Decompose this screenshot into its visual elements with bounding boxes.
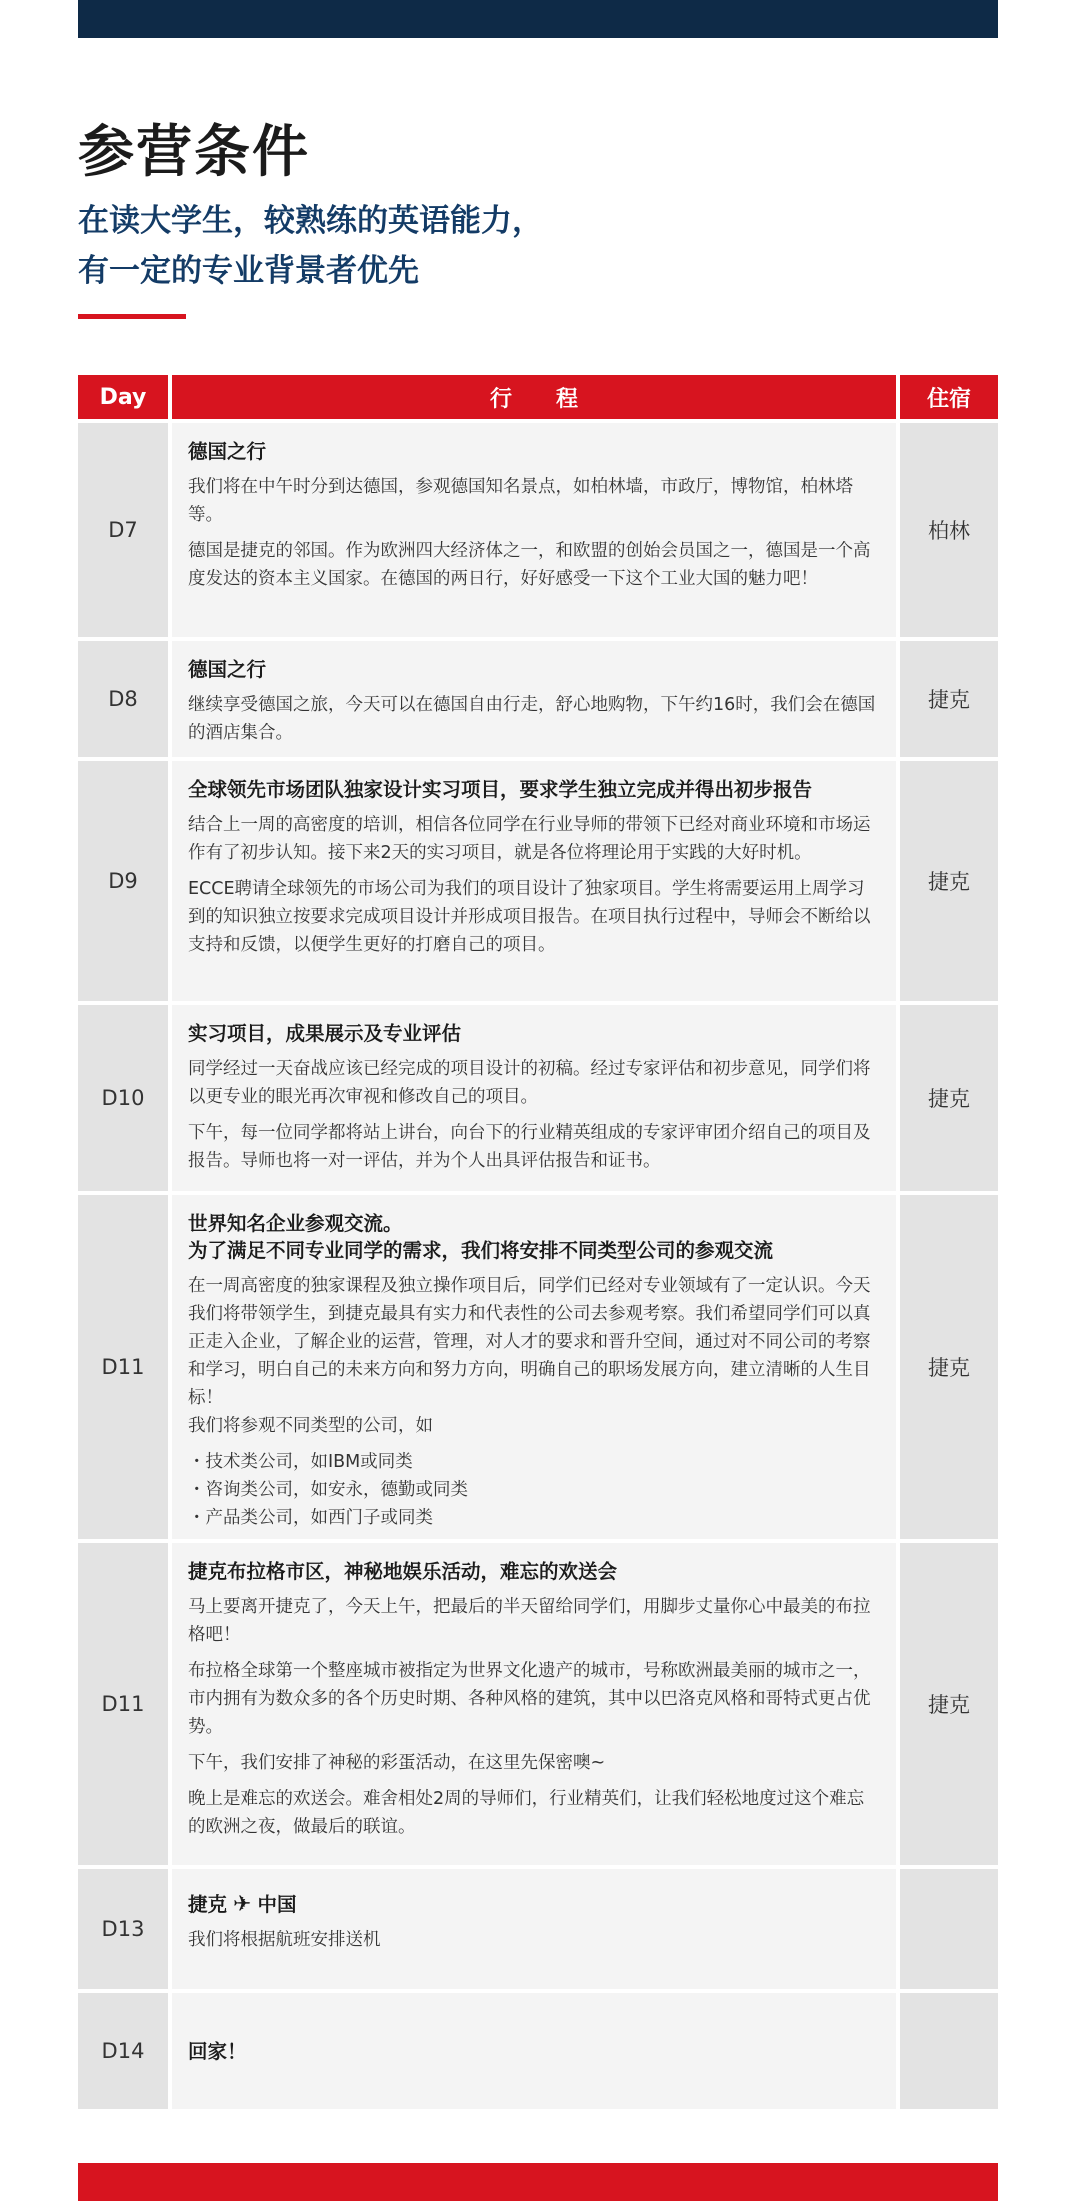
row-stay [900, 1993, 998, 2109]
row-title [188, 1210, 880, 1264]
page-title: 参营条件 [78, 120, 310, 185]
row-day: D9 [78, 761, 168, 1001]
table-row [78, 1543, 998, 1865]
row-title [188, 1891, 880, 1918]
route-from: 捷克 [188, 1893, 228, 1916]
row-content [172, 641, 896, 757]
row-content [172, 761, 896, 1001]
row-title: 全球领先市场团队独家设计实习项目，要求学生独立完成并得出初步报告 [188, 778, 813, 801]
row-day: D11 [78, 1195, 168, 1539]
row-stay: 柏林 [900, 423, 998, 637]
row-content [172, 1993, 896, 2109]
subtitle-line-1: 在读大学生，较熟练的英语能力， [78, 203, 543, 239]
row-paragraph: 结合上一周的高密度的培训，相信各位同学在行业导师的带领下已经对商业环境和市场运作有了初步认知。接下来2天的实习项目，就是各位将理论用于实践的大好时机。 [188, 815, 871, 863]
row-day: D10 [78, 1005, 168, 1191]
table-row [78, 1005, 998, 1191]
row-title: 回家！ [188, 2040, 247, 2063]
bullet-list [188, 1448, 880, 1532]
row-stay: 捷克 [900, 1005, 998, 1191]
row-title: 捷克布拉格市区，神秘地娱乐活动，难忘的欢送会 [188, 1560, 618, 1583]
row-stay: 捷克 [900, 641, 998, 757]
row-stay: 捷克 [900, 761, 998, 1001]
row-title: 德国之行 [188, 658, 267, 681]
row-stay [900, 1869, 998, 1989]
table-row [78, 423, 998, 637]
row-content [172, 423, 896, 637]
page-subtitle [78, 196, 543, 296]
row-paragraph: 马上要离开捷克了，今天上午，把最后的半天留给同学们，用脚步丈量你心中最美的布拉格吧！ [188, 1597, 871, 1645]
subtitle-line-2: 有一定的专业背景者优先 [78, 253, 419, 289]
bottom-decorative-bar [78, 2163, 998, 2201]
row-day: D11 [78, 1543, 168, 1865]
row-content [172, 1195, 896, 1539]
row-paragraph: ECCE聘请全球领先的市场公司为我们的项目设计了独家项目。学生将需要运用上周学习到的知识独立按要求完成项目设计并形成项目报告。在项目执行过程中，导师会不断给以支持和反馈，以便学生更好的打磨自己的项目。 [188, 879, 871, 955]
row-paragraph: 同学经过一天奋战应该已经完成的项目设计的初稿。经过专家评估和初步意见，同学们将以更专业的眼光再次审视和修改自己的项目。 [188, 1059, 871, 1107]
row-title: 德国之行 [188, 440, 267, 463]
table-row [78, 761, 998, 1001]
row-paragraph: 下午，每一位同学都将站上讲台，向台下的行业精英组成的专家评审团介绍自己的项目及报告。导师也将一对一评估，并为个人出具评估报告和证书。 [188, 1123, 871, 1171]
airplane-icon: ✈ [233, 1892, 252, 1917]
row-paragraph: 我们将在中午时分到达德国，参观德国知名景点，如柏林墙，市政厅，博物馆，柏林塔等。 [188, 477, 853, 525]
table-row [78, 1869, 998, 1989]
table-row [78, 641, 998, 757]
row-paragraph: 在一周高密度的独家课程及独立操作项目后，同学们已经对专业领域有了一定认识。今天我们将带领学生，到捷克最具有实力和代表性的公司去参观考察。我们希望同学们可以真正走入企业，了解企业的运营，管理，对人才的要求和晋升空间，通过对不同公司的考察和学习，明白自己的未来方向和努力方向，明确自己的职场发展方向，建立清晰的人生目标！ [188, 1276, 871, 1408]
row-paragraph: 继续享受德国之旅，今天可以在德国自由行走，舒心地购物，下午约16时，我们会在德国的酒店集合。 [188, 695, 876, 743]
row-stay: 捷克 [900, 1543, 998, 1865]
row-paragraph: 德国是捷克的邻国。作为欧洲四大经济体之一，和欧盟的创始会员国之一，德国是一个高度发达的资本主义国家。在德国的两日行，好好感受一下这个工业大国的魅力吧！ [188, 541, 871, 589]
list-item: ・技术类公司，如IBM或同类 [188, 1452, 413, 1472]
row-day: D14 [78, 1993, 168, 2109]
table-header [78, 375, 998, 419]
row-content [172, 1543, 896, 1865]
table-row [78, 1195, 998, 1539]
row-stay: 捷克 [900, 1195, 998, 1539]
row-paragraph: 晚上是难忘的欢送会。难舍相处2周的导师们，行业精英们，让我们轻松地度过这个难忘的欧洲之夜，做最后的联谊。 [188, 1789, 865, 1837]
row-content [172, 1005, 896, 1191]
row-paragraph: 我们将根据航班安排送机 [188, 1930, 381, 1950]
row-day: D7 [78, 423, 168, 637]
row-day: D8 [78, 641, 168, 757]
list-item: ・咨询类公司，如安永，德勤或同类 [188, 1480, 468, 1500]
row-title: 实习项目，成果展示及专业评估 [188, 1022, 462, 1045]
list-item: ・产品类公司，如西门子或同类 [188, 1508, 433, 1528]
itinerary-table [78, 375, 998, 2113]
top-decorative-bar [78, 0, 998, 38]
header-day: Day [78, 375, 168, 419]
row-paragraph: 我们将参观不同类型的公司，如 [188, 1416, 433, 1436]
row-title-line-1: 世界知名企业参观交流。 [188, 1212, 403, 1235]
row-content [172, 1869, 896, 1989]
title-accent-line [78, 314, 186, 319]
route-to: 中国 [257, 1893, 297, 1916]
header-itinerary: 行 程 [172, 375, 896, 419]
row-day: D13 [78, 1869, 168, 1989]
header-stay: 住宿 [900, 375, 998, 419]
row-paragraph: 布拉格全球第一个整座城市被指定为世界文化遗产的城市，号称欧洲最美丽的城市之一，市内拥有为数众多的各个历史时期、各种风格的建筑，其中以巴洛克风格和哥特式更占优势。 [188, 1661, 871, 1737]
row-paragraph: 下午，我们安排了神秘的彩蛋活动，在这里先保密噢~ [188, 1753, 606, 1773]
row-title-line-2: 为了满足不同专业同学的需求，我们将安排不同类型公司的参观交流 [188, 1239, 774, 1262]
table-row [78, 1993, 998, 2109]
